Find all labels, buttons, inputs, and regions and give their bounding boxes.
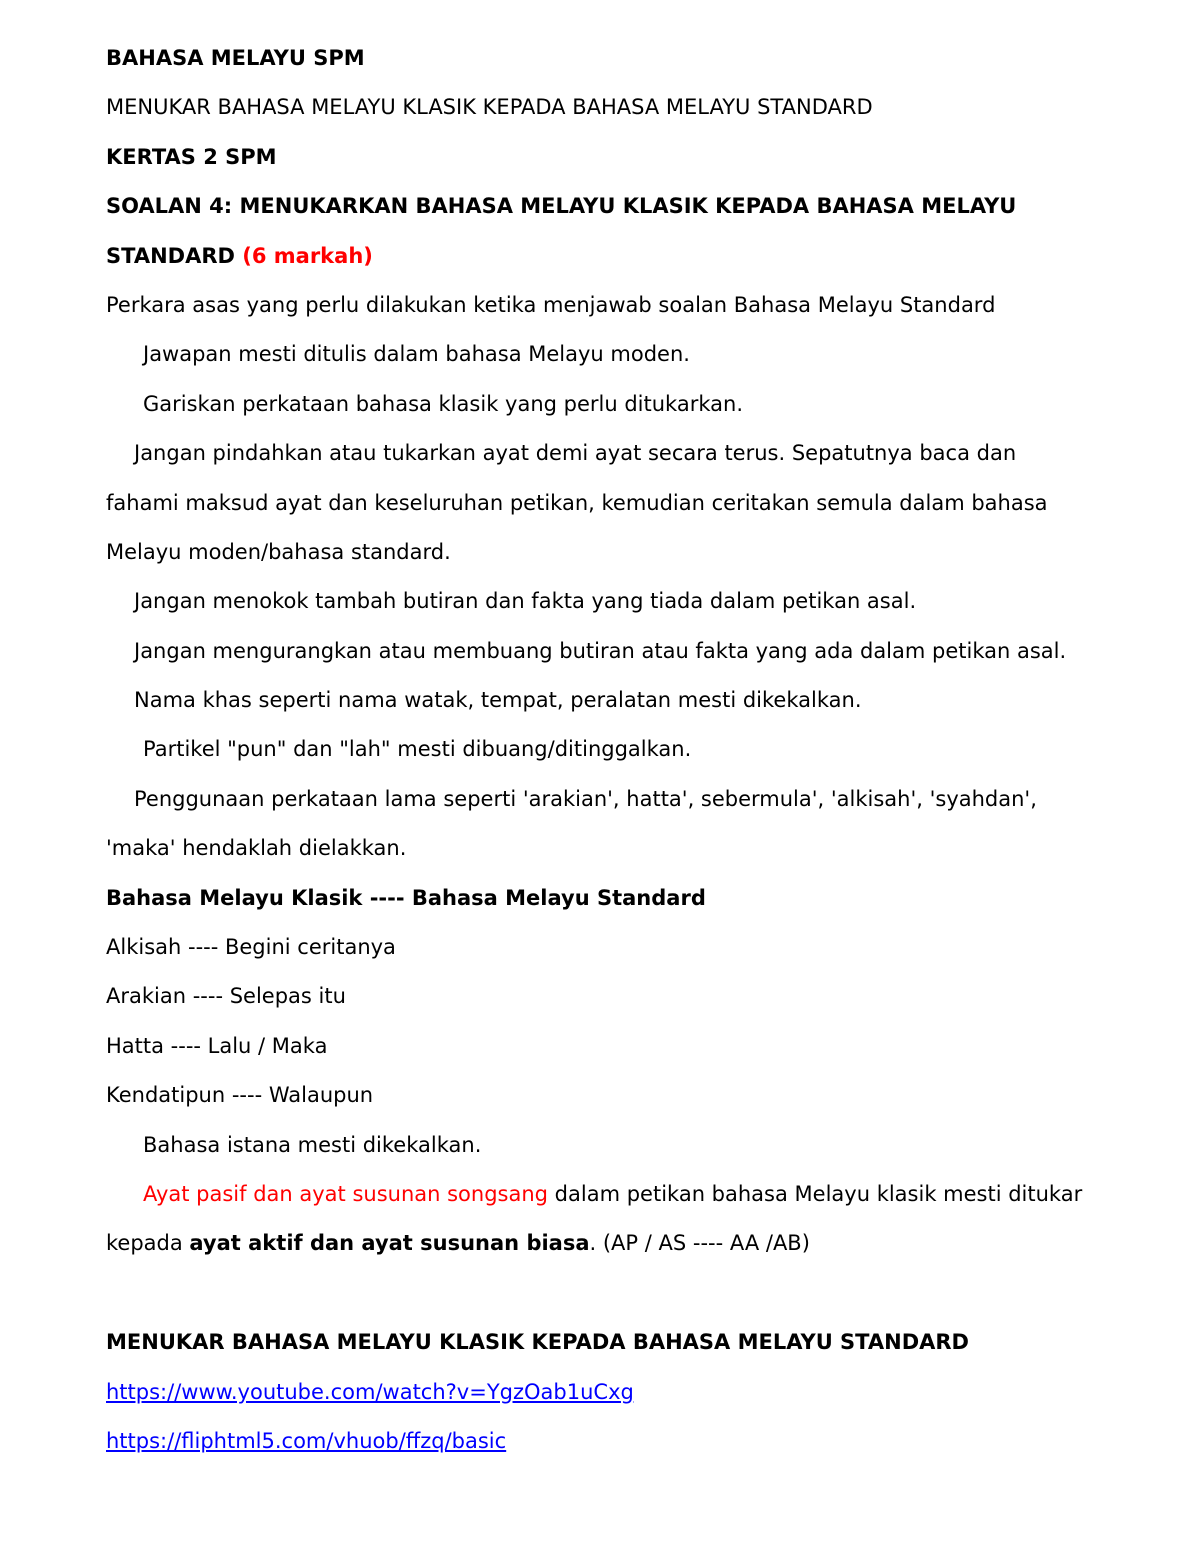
rule-10-prefix: kepada <box>106 1231 190 1256</box>
footer-heading: MENUKAR BAHASA MELAYU KLASIK KEPADA BAHASA MELAYU STANDARD <box>106 1330 969 1355</box>
rule-1: Jawapan mesti ditulis dalam bahasa Melayu moden. <box>143 342 690 367</box>
comparison-header: Bahasa Melayu Klasik ---- Bahasa Melayu Standard <box>106 885 706 910</box>
link-line-1 <box>106 1368 1106 1417</box>
doc-title: BAHASA MELAYU SPM <box>106 46 365 70</box>
rule-10-rest: dalam petikan bahasa Melayu klasik mesti ditukar <box>548 1181 1083 1206</box>
rule-10-line2 <box>106 1219 1106 1268</box>
comparison-pair: Arakian ---- Selepas itu <box>106 984 346 1009</box>
rule-6: Nama khas seperti nama watak, tempat, peralatan mesti dikekalkan. <box>134 688 862 713</box>
intro-text: Perkara asas yang perlu dilakukan ketika menjawab soalan Bahasa Melayu Standard <box>106 292 996 317</box>
question-heading-standard: STANDARD <box>106 243 235 268</box>
rule-3-line2: fahami maksud ayat dan keseluruhan petikan, kemudian ceritakan semula dalam bahasa <box>106 490 1048 515</box>
rule-4: Jangan menokok tambah butiran dan fakta yang tiada dalam petikan asal. <box>134 589 917 614</box>
question-heading-line2 <box>106 232 1106 281</box>
fliphtml5-link[interactable]: https://fliphtml5.com/vhuob/ffzq/basic <box>106 1428 507 1453</box>
rule-5: Jangan mengurangkan atau membuang butiran atau fakta yang ada dalam petikan asal. <box>134 638 1067 663</box>
rule-10-line1 <box>106 1170 1106 1219</box>
link-line-2 <box>106 1417 1106 1466</box>
rule-7: Partikel "pun" dan "lah" mesti dibuang/ditinggalkan. <box>143 737 692 762</box>
youtube-link[interactable]: https://www.youtube.com/watch?v=YgzOab1uCxg <box>106 1379 634 1404</box>
comparison-pair: Hatta ---- Lalu / Maka <box>106 1033 328 1058</box>
paper-label: KERTAS 2 SPM <box>106 144 277 169</box>
comparison-pair: Kendatipun ---- Walaupun <box>106 1083 374 1108</box>
question-heading-line1: SOALAN 4: MENUKARKAN BAHASA MELAYU KLASIK KEPADA BAHASA MELAYU <box>106 194 1017 219</box>
rule-3-line3: Melayu moden/bahasa standard. <box>106 539 451 564</box>
marks-label: (6 markah) <box>242 243 373 268</box>
rule-10-bold: ayat aktif dan ayat susunan biasa <box>189 1231 590 1256</box>
rule-10-suffix: . (AP / AS ---- AA /AB) <box>589 1231 810 1256</box>
rule-8-line1: Penggunaan perkataan lama seperti 'arakian', hatta', sebermula', 'alkisah', 'syahdan', <box>134 786 1037 811</box>
document-page <box>106 34 1106 1466</box>
spacer <box>106 1269 1106 1318</box>
doc-subtitle: MENUKAR BAHASA MELAYU KLASIK KEPADA BAHASA MELAYU STANDARD <box>106 95 873 120</box>
rule-8-line2: 'maka' hendaklah dielakkan. <box>106 836 407 861</box>
rule-3-line1: Jangan pindahkan atau tukarkan ayat demi ayat secara terus. Sepatutnya baca dan <box>134 441 1017 466</box>
comparison-pair: Alkisah ---- Begini ceritanya <box>106 935 396 960</box>
rule-2: Gariskan perkataan bahasa klasik yang perlu ditukarkan. <box>143 391 743 416</box>
rule-9: Bahasa istana mesti dikekalkan. <box>143 1132 482 1157</box>
rule-10-highlight: Ayat pasif dan ayat susunan songsang <box>143 1181 548 1206</box>
